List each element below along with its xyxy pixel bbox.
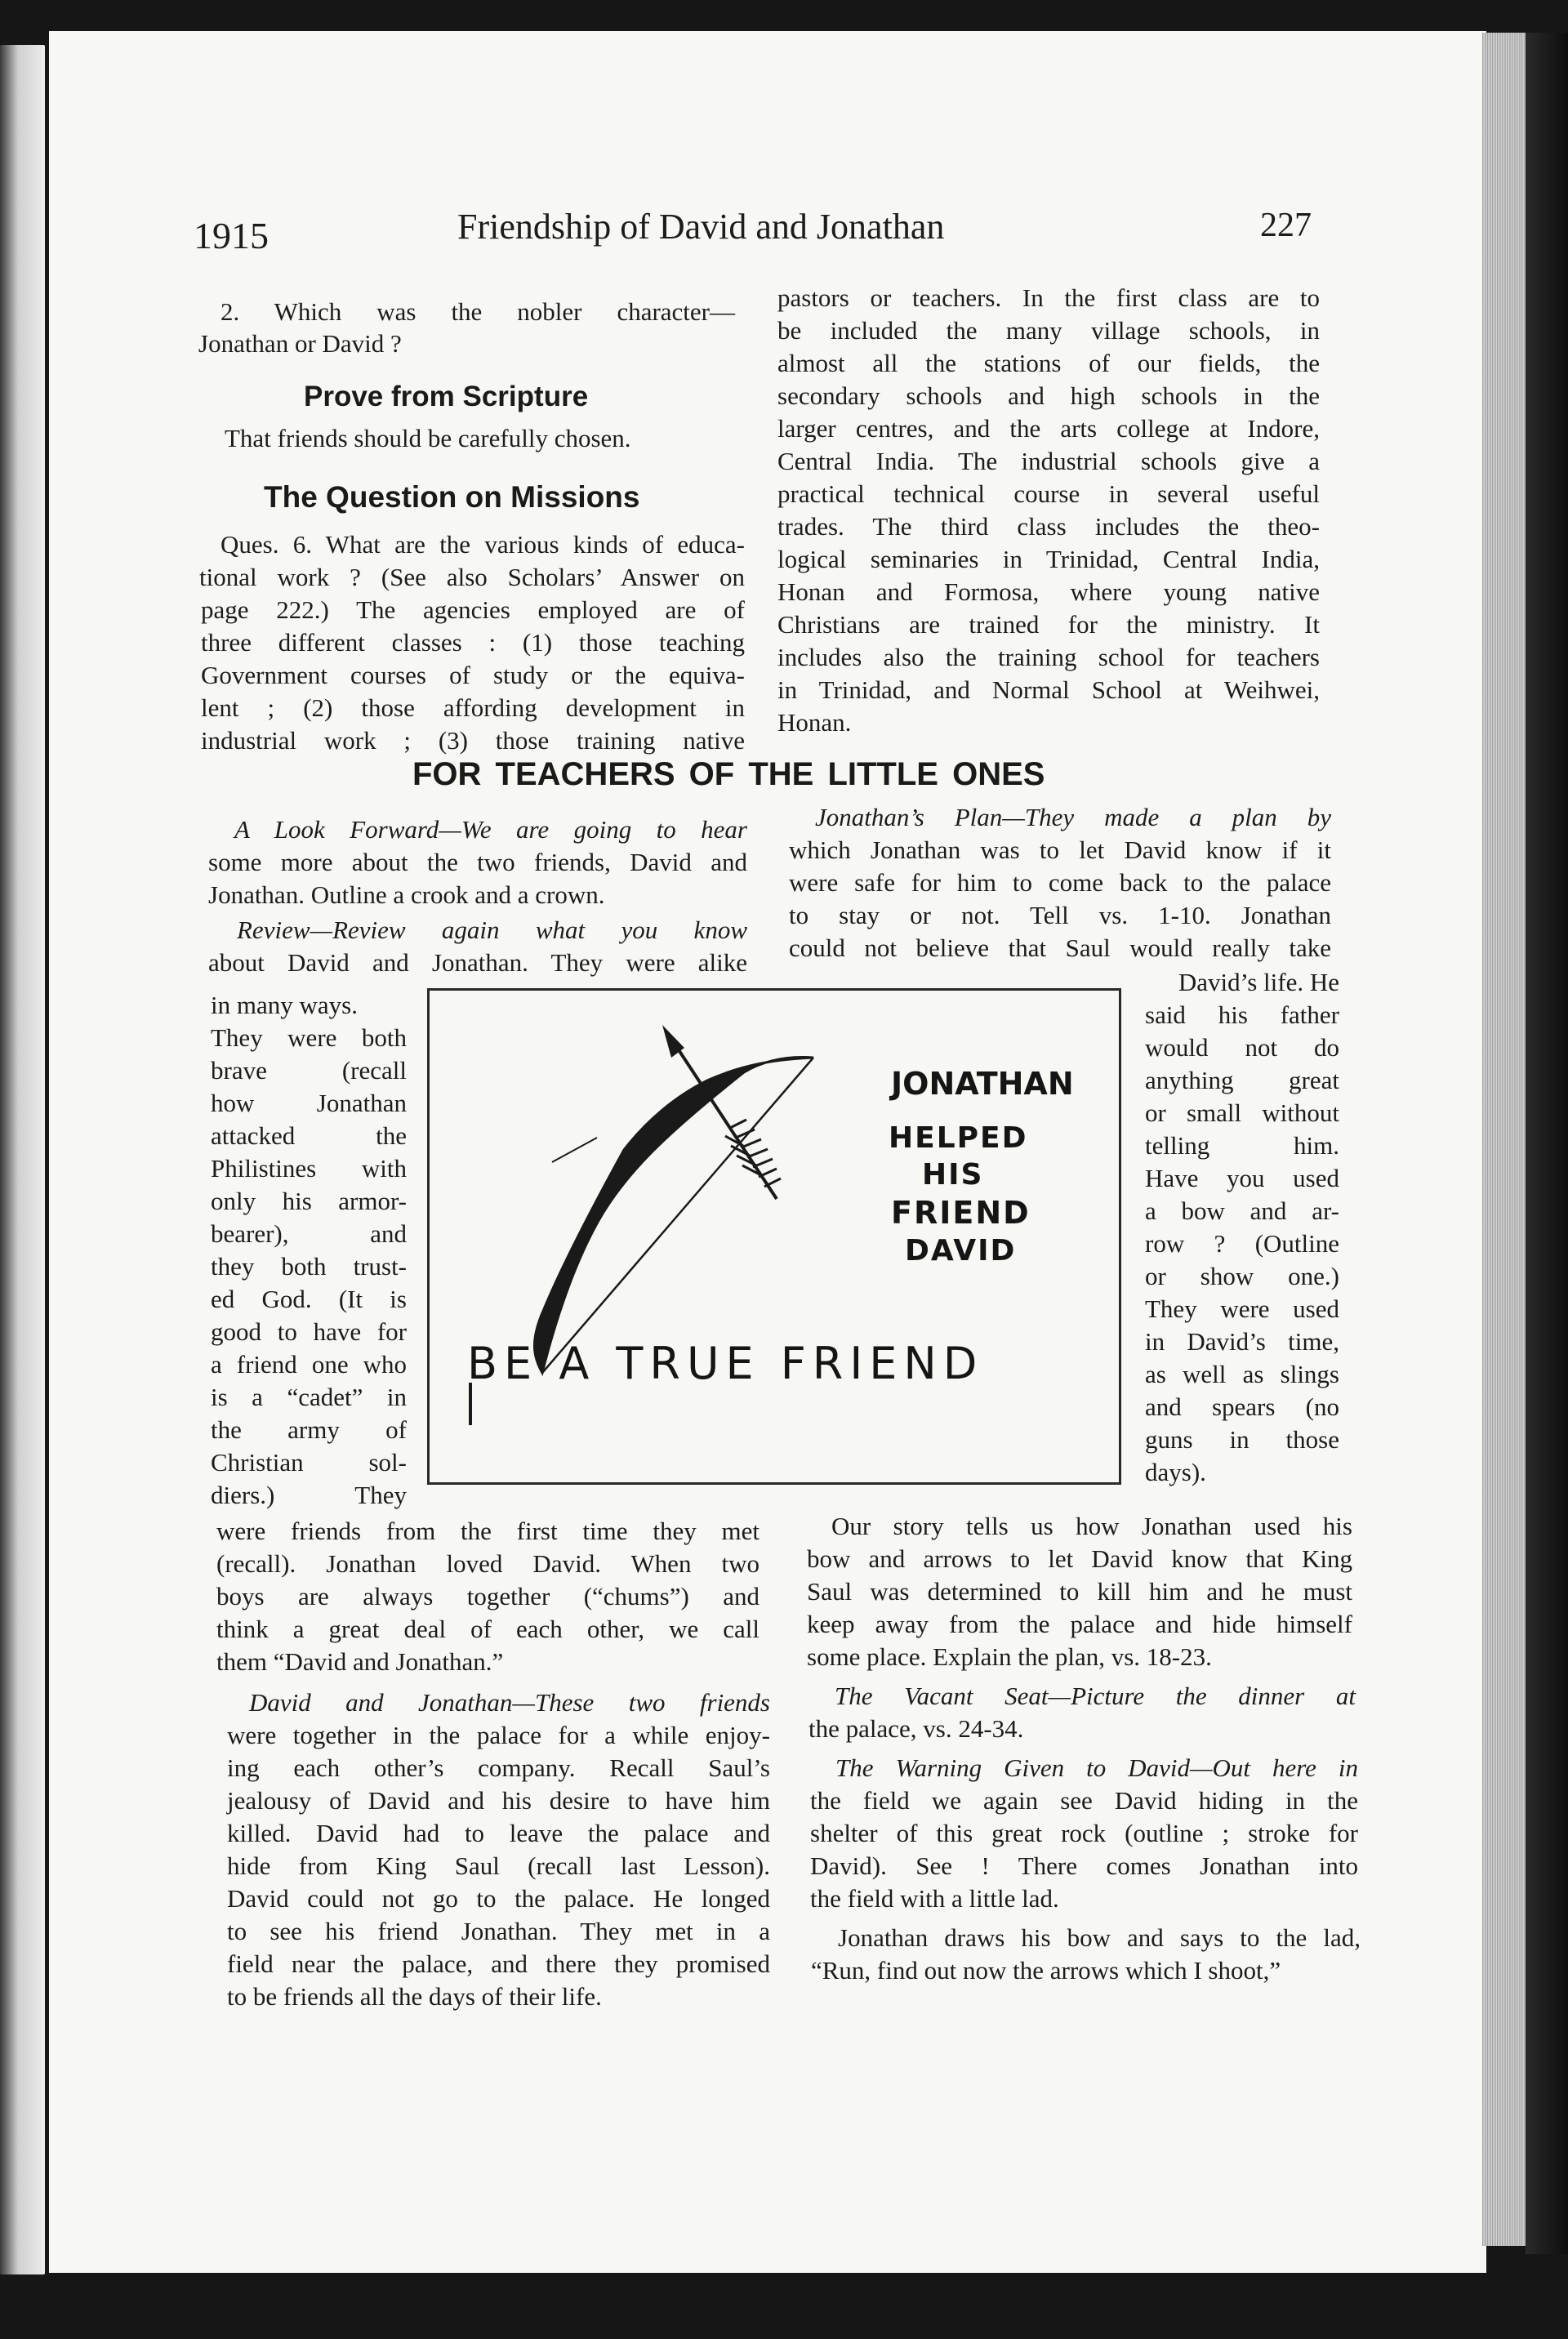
prove-text: That friends should be carefully chosen. <box>225 424 631 452</box>
figure-label-his: HIS <box>922 1158 984 1192</box>
text-line: which Jonathan was to let David know if it <box>789 835 1331 864</box>
text-line: think a great deal of each other, we call <box>216 1615 760 1643</box>
text-line: lent ; (2) those affording development in <box>201 693 745 722</box>
text-line: almost all the stations of our fields, the <box>777 349 1320 377</box>
bow-and-arrow-illustration <box>427 988 1121 1485</box>
text-line: A Look Forward—We are going to hear <box>234 815 747 844</box>
text-line: the field with a little lad. <box>810 1884 1059 1913</box>
text-line: brave (recall <box>211 1056 407 1085</box>
text-line: in Trinidad, and Normal School at Weihwei, <box>777 675 1320 704</box>
text-line: pastors or teachers. In the first class are to <box>777 283 1320 312</box>
text-line: Central India. The industrial schools give a <box>777 447 1320 475</box>
page-title: Friendship of David and Jonathan <box>457 207 945 247</box>
text-line: some place. Explain the plan, vs. 18-23. <box>807 1642 1212 1671</box>
text-line: anything great <box>1145 1066 1339 1094</box>
text-line: (recall). Jonathan loved David. When two <box>216 1549 760 1578</box>
book-cover-edge <box>1526 33 1568 2254</box>
text-line: They were both <box>211 1023 407 1052</box>
arrow-fletching <box>725 1120 781 1187</box>
text-line: guns in those <box>1145 1425 1339 1454</box>
text-line: be included the many village schools, in <box>777 316 1320 345</box>
text-line: bearer), and <box>211 1219 407 1248</box>
prove-from-scripture-heading: Prove from Scripture <box>304 381 589 412</box>
text-line: in many ways. <box>211 991 358 1019</box>
text-line: practical technical course in several useful <box>777 479 1320 508</box>
text-line: the palace, vs. 24-34. <box>808 1714 1024 1743</box>
fig-mark <box>552 1138 597 1162</box>
text-line: “Run, find out now the arrows which I shoot,” <box>811 1956 1281 1985</box>
text-line: jealousy of David and his desire to have him <box>227 1786 770 1815</box>
text-line: row ? (Outline <box>1145 1229 1339 1258</box>
text-line: ed God. (It is <box>211 1285 407 1313</box>
text-line: David and Jonathan—These two friends <box>249 1688 770 1717</box>
text-line: only his armor- <box>211 1187 407 1215</box>
text-line: good to have for <box>211 1317 407 1346</box>
text-line: telling him. <box>1145 1131 1339 1160</box>
text-line: the field we again see David hiding in the <box>810 1786 1358 1815</box>
text-line: keep away from the palace and hide himself <box>807 1610 1352 1638</box>
text-line: David’s life. He <box>1178 968 1339 996</box>
text-line: as well as slings <box>1145 1360 1339 1388</box>
header-year: 1915 <box>194 215 269 256</box>
figure-label-david: DAVID <box>905 1234 1017 1268</box>
text-line: were safe for him to come back to the palace <box>789 868 1331 897</box>
text-line: to stay or not. Tell vs. 1-10. Jonathan <box>789 901 1331 929</box>
text-line: some more about the two friends, David and <box>208 848 747 876</box>
text-line: Christians are trained for the ministry. It <box>777 610 1320 639</box>
text-line: attacked the <box>211 1121 407 1150</box>
question-2-line: 2. Which was the nobler character— <box>220 297 735 326</box>
text-line: them “David and Jonathan.” <box>216 1647 504 1676</box>
text-line: Jonathan draws his bow and says to the lad, <box>838 1923 1361 1952</box>
text-line: Ques. 6. What are the various kinds of educa- <box>220 530 745 559</box>
text-line: hide from King Saul (recall last Lesson). <box>227 1851 770 1880</box>
text-line: they both trust- <box>211 1252 407 1281</box>
text-line: or small without <box>1145 1098 1339 1127</box>
text-line: tional work ? (See also Scholars’ Answer on <box>199 563 745 591</box>
text-line: boys are always together (“chums”) and <box>216 1582 760 1611</box>
text-line: said his father <box>1145 1000 1339 1029</box>
previous-page-edge <box>0 45 45 2274</box>
figure-label-friend: FRIEND <box>891 1195 1031 1231</box>
text-line: They were used <box>1145 1294 1339 1323</box>
text-line: Our story tells us how Jonathan used his <box>831 1512 1352 1540</box>
text-line: in David’s time, <box>1145 1327 1339 1356</box>
text-line: The Warning Given to David—Out here in <box>835 1753 1358 1782</box>
text-line: about David and Jonathan. They were alike <box>208 948 747 977</box>
text-line: Saul was determined to kill him and he must <box>807 1577 1352 1606</box>
text-line: a bow and ar- <box>1145 1196 1339 1225</box>
text-line: diers.) They <box>211 1481 407 1509</box>
text-line: trades. The third class includes the theo- <box>777 512 1320 541</box>
text-line: days). <box>1145 1458 1206 1486</box>
text-line: killed. David had to leave the palace and <box>227 1819 770 1847</box>
text-line: and spears (no <box>1145 1392 1339 1421</box>
text-line: industrial work ; (3) those training native <box>201 726 745 755</box>
text-line: Honan. <box>777 708 852 737</box>
page-stack-edges <box>1482 33 1527 2246</box>
text-line: Have you used <box>1145 1164 1339 1192</box>
text-line: field near the palace, and there they promised <box>227 1949 770 1978</box>
text-line: David). See ! There comes Jonathan into <box>810 1851 1358 1880</box>
text-line: a friend one who <box>211 1350 407 1379</box>
page-number: 227 <box>1260 207 1312 244</box>
text-line: logical seminaries in Trinidad, Central India, <box>777 545 1320 573</box>
text-line: were friends from the first time they met <box>216 1517 760 1545</box>
text-line: shelter of this great rock (outline ; stroke for <box>810 1819 1358 1847</box>
figure-motto: BE A TRUE FRIEND <box>467 1338 984 1389</box>
text-line: David could not go to the palace. He longed <box>227 1884 770 1913</box>
text-line: secondary schools and high schools in the <box>777 381 1320 410</box>
text-line: to see his friend Jonathan. They met in a <box>227 1917 770 1945</box>
text-line: is a “cadet” in <box>211 1383 407 1411</box>
text-line: or show one.) <box>1145 1262 1339 1290</box>
text-line: Christian sol- <box>211 1448 407 1477</box>
text-line: larger centres, and the arts college at Indore, <box>777 414 1320 443</box>
text-line: The Vacant Seat—Picture the dinner at <box>835 1682 1356 1710</box>
text-line: Honan and Formosa, where young native <box>777 577 1320 606</box>
text-line: how Jonathan <box>211 1089 407 1117</box>
question-2-line: Jonathan or David ? <box>198 329 402 358</box>
figure-label-jonathan: JONATHAN <box>891 1066 1074 1102</box>
figure-label-helped: HELPED <box>889 1121 1028 1155</box>
text-line: Jonathan. Outline a crook and a crown. <box>208 880 605 909</box>
text-line: Review—Review again what you know <box>237 916 747 944</box>
text-line: bow and arrows to let David know that King <box>807 1544 1352 1573</box>
text-line: page 222.) The agencies employed are of <box>201 595 745 624</box>
text-line: Philistines with <box>211 1154 407 1183</box>
text-line: to be friends all the days of their life. <box>227 1982 602 2011</box>
section-heading: FOR TEACHERS OF THE LITTLE ONES <box>412 756 1045 792</box>
text-line: ing each other’s company. Recall Saul’s <box>227 1753 770 1782</box>
text-line: could not believe that Saul would really take <box>789 933 1331 962</box>
text-line: would not do <box>1145 1033 1339 1062</box>
text-line: Jonathan’s Plan—They made a plan by <box>815 803 1331 831</box>
missions-heading: The Question on Missions <box>264 480 640 514</box>
text-line: Government courses of study or the equiva- <box>201 661 745 689</box>
text-line: the army of <box>211 1415 407 1444</box>
bow-icon <box>534 1058 813 1373</box>
text-line: three different classes : (1) those teaching <box>201 628 745 657</box>
text-line: includes also the training school for teachers <box>777 643 1320 671</box>
text-line: were together in the palace for a while enjoy- <box>227 1721 770 1749</box>
